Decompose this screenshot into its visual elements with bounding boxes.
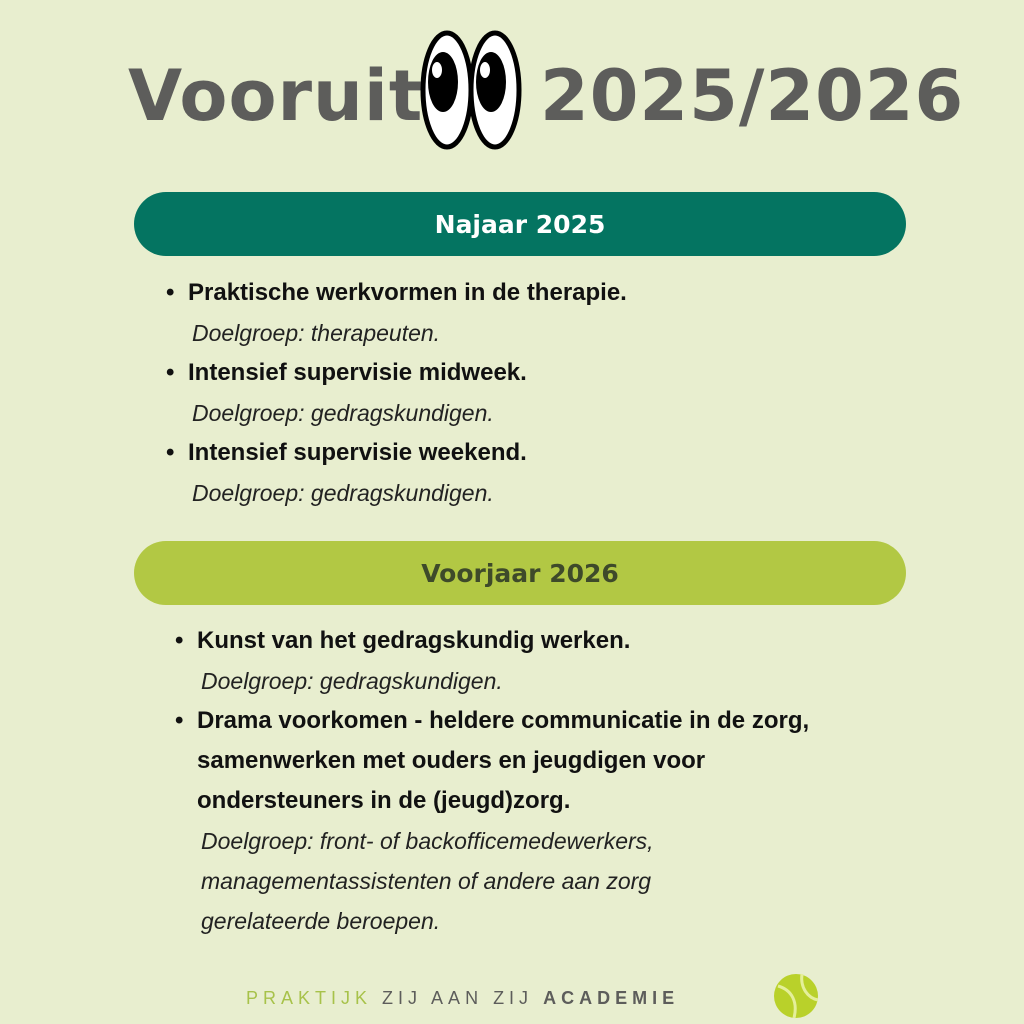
list-item: [188, 273, 1024, 353]
list-item: [197, 621, 1024, 701]
course-audience: Doelgroep: gedragskundigen.: [192, 400, 494, 426]
list-item: [197, 701, 1024, 941]
list-item: [188, 353, 1024, 433]
course-audience: Doelgroep: front- of backofficemedewerkers, managementassistenten of andere aan zorg gerelateerde beroepen.: [201, 828, 654, 934]
section-banner-najaar: Najaar 2025: [134, 192, 906, 256]
course-audience: Doelgroep: gedragskundigen.: [192, 480, 494, 506]
course-list-najaar: [0, 273, 1024, 513]
course-audience: Doelgroep: gedragskundigen.: [201, 668, 503, 694]
brand-part-zij-aan-zij: ZIJ AAN ZIJ: [382, 988, 534, 1008]
course-title: • Kunst van het gedragskundig werken.: [197, 621, 1024, 661]
course-title: • Intensief supervisie weekend.: [188, 433, 1024, 473]
footer: [0, 984, 1024, 1014]
course-audience: Doelgroep: therapeuten.: [192, 320, 441, 346]
eyes-icon: [415, 30, 525, 152]
title-years: 2025/2026: [540, 55, 965, 137]
section-banner-voorjaar: Voorjaar 2026: [134, 541, 906, 605]
brand-part-praktijk: PRAKTIJK: [246, 988, 373, 1008]
tennis-ball-icon: [772, 972, 820, 1020]
brand-part-academie: ACADEMIE: [543, 988, 680, 1008]
course-list-voorjaar: [0, 621, 1024, 941]
brand-wordmark: [246, 988, 679, 1009]
course-title: • Praktische werkvormen in de therapie.: [188, 273, 1024, 313]
title-row: [0, 30, 1024, 160]
course-title: • Drama voorkomen - heldere communicatie in de zorg, samenwerken met ouders en jeugdigen voor ondersteuners in de (jeugd)zorg.: [197, 701, 1024, 821]
list-item: [188, 433, 1024, 513]
title-vooruit: Vooruit: [128, 55, 424, 137]
course-title: • Intensief supervisie midweek.: [188, 353, 1024, 393]
